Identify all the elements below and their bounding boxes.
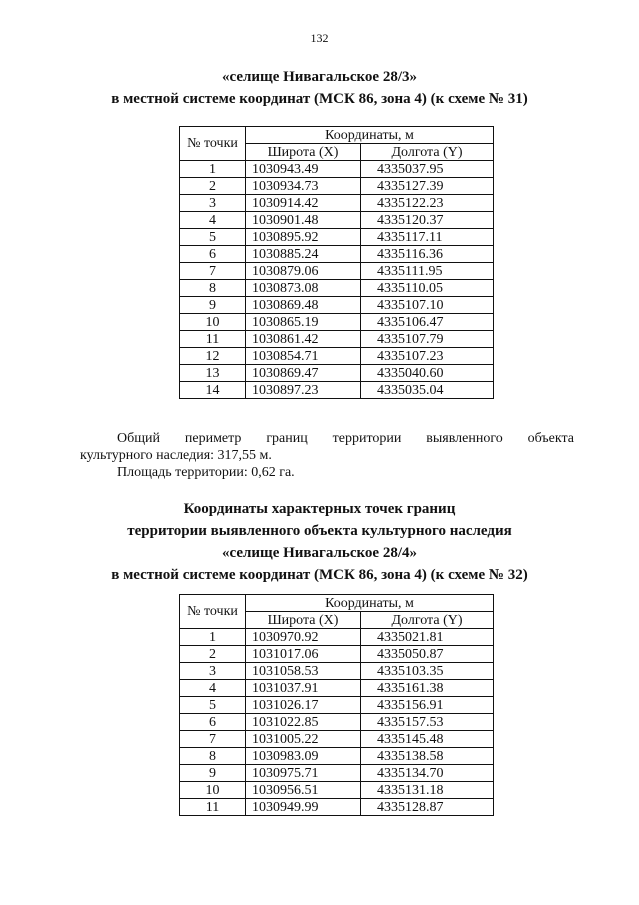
section2-heading-line: «селище Нивагальское 28/4» bbox=[221, 545, 417, 561]
latitude-cell: 1030956.51 bbox=[246, 782, 361, 799]
latitude-cell: 1030869.48 bbox=[246, 297, 361, 314]
section1-heading bbox=[0, 66, 639, 110]
longitude-cell: 4335037.95 bbox=[361, 161, 494, 178]
point-number-cell: 2 bbox=[180, 646, 246, 663]
latitude-cell: 1031017.06 bbox=[246, 646, 361, 663]
latitude-cell: 1030865.19 bbox=[246, 314, 361, 331]
longitude-cell: 4335128.87 bbox=[361, 799, 494, 816]
perimeter-line-2: культурного наследия: 317,55 м. bbox=[80, 448, 272, 463]
point-number-cell: 3 bbox=[180, 195, 246, 212]
page-number: 132 bbox=[310, 31, 329, 45]
point-number-cell: 10 bbox=[180, 314, 246, 331]
point-number-cell: 1 bbox=[180, 161, 246, 178]
table-row bbox=[180, 646, 494, 663]
longitude-cell: 4335161.38 bbox=[361, 680, 494, 697]
longitude-cell: 4335134.70 bbox=[361, 765, 494, 782]
longitude-cell: 4335050.87 bbox=[361, 646, 494, 663]
perimeter-word: границ bbox=[266, 431, 308, 446]
section2-heading-line: в местной системе координат (МСК 86, зона 4) (к схеме № 32) bbox=[111, 567, 528, 583]
point-number-cell: 5 bbox=[180, 229, 246, 246]
latitude-cell: 1030897.23 bbox=[246, 382, 361, 399]
table-row bbox=[180, 680, 494, 697]
perimeter-line-1 bbox=[80, 430, 574, 447]
section2-heading-line: Координаты характерных точек границ bbox=[183, 501, 456, 517]
point-number-cell: 10 bbox=[180, 782, 246, 799]
col-header-latitude: Широта (X) bbox=[246, 612, 361, 629]
longitude-cell: 4335156.91 bbox=[361, 697, 494, 714]
table-row bbox=[180, 382, 494, 399]
coordinates-table-2 bbox=[179, 594, 494, 816]
latitude-cell: 1030873.08 bbox=[246, 280, 361, 297]
point-number-cell: 6 bbox=[180, 714, 246, 731]
perimeter-word: территории bbox=[332, 431, 402, 446]
latitude-cell: 1030869.47 bbox=[246, 365, 361, 382]
longitude-cell: 4335035.04 bbox=[361, 382, 494, 399]
longitude-cell: 4335110.05 bbox=[361, 280, 494, 297]
longitude-cell: 4335117.11 bbox=[361, 229, 494, 246]
table-row bbox=[180, 365, 494, 382]
latitude-cell: 1030901.48 bbox=[246, 212, 361, 229]
col-header-coordinates: Координаты, м bbox=[246, 127, 494, 144]
latitude-cell: 1030934.73 bbox=[246, 178, 361, 195]
longitude-cell: 4335157.53 bbox=[361, 714, 494, 731]
latitude-cell: 1030861.42 bbox=[246, 331, 361, 348]
point-number-cell: 5 bbox=[180, 697, 246, 714]
section1-heading-line: «селище Нивагальское 28/3» bbox=[221, 69, 417, 85]
table-row bbox=[180, 782, 494, 799]
table-row bbox=[180, 297, 494, 314]
table-row bbox=[180, 331, 494, 348]
table-row bbox=[180, 161, 494, 178]
table-row bbox=[180, 229, 494, 246]
perimeter-word: периметр bbox=[184, 431, 242, 446]
point-number-cell: 12 bbox=[180, 348, 246, 365]
point-number-cell: 6 bbox=[180, 246, 246, 263]
longitude-cell: 4335131.18 bbox=[361, 782, 494, 799]
longitude-cell: 4335138.58 bbox=[361, 748, 494, 765]
latitude-cell: 1030970.92 bbox=[246, 629, 361, 646]
longitude-cell: 4335107.23 bbox=[361, 348, 494, 365]
table-row bbox=[180, 663, 494, 680]
coordinates-table-1 bbox=[179, 126, 494, 399]
perimeter-paragraph bbox=[80, 430, 574, 481]
section1-heading-line: в местной системе координат (МСК 86, зона 4) (к схеме № 31) bbox=[111, 91, 528, 107]
table-row bbox=[180, 263, 494, 280]
table-row bbox=[180, 765, 494, 782]
perimeter-word: Общий bbox=[117, 431, 160, 446]
latitude-cell: 1030949.99 bbox=[246, 799, 361, 816]
perimeter-word: объекта bbox=[527, 431, 574, 446]
longitude-cell: 4335145.48 bbox=[361, 731, 494, 748]
col-header-longitude: Долгота (Y) bbox=[361, 144, 494, 161]
longitude-cell: 4335120.37 bbox=[361, 212, 494, 229]
table-row bbox=[180, 748, 494, 765]
latitude-cell: 1031026.17 bbox=[246, 697, 361, 714]
table-row bbox=[180, 178, 494, 195]
point-number-cell: 3 bbox=[180, 663, 246, 680]
table-row bbox=[180, 195, 494, 212]
longitude-cell: 4335116.36 bbox=[361, 246, 494, 263]
table-row bbox=[180, 280, 494, 297]
latitude-cell: 1031022.85 bbox=[246, 714, 361, 731]
table-row bbox=[180, 314, 494, 331]
point-number-cell: 1 bbox=[180, 629, 246, 646]
table-row bbox=[180, 629, 494, 646]
latitude-cell: 1030879.06 bbox=[246, 263, 361, 280]
latitude-cell: 1030983.09 bbox=[246, 748, 361, 765]
latitude-cell: 1031037.91 bbox=[246, 680, 361, 697]
table-row bbox=[180, 212, 494, 229]
point-number-cell: 8 bbox=[180, 280, 246, 297]
col-header-latitude: Широта (X) bbox=[246, 144, 361, 161]
table-row bbox=[180, 348, 494, 365]
col-header-point: № точки bbox=[180, 595, 246, 629]
table-row bbox=[180, 697, 494, 714]
longitude-cell: 4335107.79 bbox=[361, 331, 494, 348]
section2-heading-line: территории выявленного объекта культурного наследия bbox=[127, 523, 512, 539]
latitude-cell: 1030895.92 bbox=[246, 229, 361, 246]
point-number-cell: 11 bbox=[180, 799, 246, 816]
longitude-cell: 4335040.60 bbox=[361, 365, 494, 382]
latitude-cell: 1030854.71 bbox=[246, 348, 361, 365]
point-number-cell: 14 bbox=[180, 382, 246, 399]
point-number-cell: 7 bbox=[180, 731, 246, 748]
longitude-cell: 4335107.10 bbox=[361, 297, 494, 314]
longitude-cell: 4335111.95 bbox=[361, 263, 494, 280]
point-number-cell: 9 bbox=[180, 297, 246, 314]
perimeter-word: выявленного bbox=[426, 431, 503, 446]
col-header-longitude: Долгота (Y) bbox=[361, 612, 494, 629]
area-line: Площадь территории: 0,62 га. bbox=[117, 465, 295, 480]
point-number-cell: 4 bbox=[180, 680, 246, 697]
longitude-cell: 4335103.35 bbox=[361, 663, 494, 680]
point-number-cell: 13 bbox=[180, 365, 246, 382]
point-number-cell: 9 bbox=[180, 765, 246, 782]
latitude-cell: 1030885.24 bbox=[246, 246, 361, 263]
table-row bbox=[180, 714, 494, 731]
point-number-cell: 4 bbox=[180, 212, 246, 229]
latitude-cell: 1030975.71 bbox=[246, 765, 361, 782]
longitude-cell: 4335122.23 bbox=[361, 195, 494, 212]
point-number-cell: 8 bbox=[180, 748, 246, 765]
latitude-cell: 1030914.42 bbox=[246, 195, 361, 212]
point-number-cell: 11 bbox=[180, 331, 246, 348]
latitude-cell: 1031058.53 bbox=[246, 663, 361, 680]
longitude-cell: 4335106.47 bbox=[361, 314, 494, 331]
section2-heading bbox=[0, 498, 639, 586]
col-header-coordinates: Координаты, м bbox=[246, 595, 494, 612]
table-row bbox=[180, 731, 494, 748]
point-number-cell: 2 bbox=[180, 178, 246, 195]
latitude-cell: 1031005.22 bbox=[246, 731, 361, 748]
point-number-cell: 7 bbox=[180, 263, 246, 280]
table-row bbox=[180, 246, 494, 263]
col-header-point: № точки bbox=[180, 127, 246, 161]
latitude-cell: 1030943.49 bbox=[246, 161, 361, 178]
table-row bbox=[180, 799, 494, 816]
longitude-cell: 4335021.81 bbox=[361, 629, 494, 646]
longitude-cell: 4335127.39 bbox=[361, 178, 494, 195]
